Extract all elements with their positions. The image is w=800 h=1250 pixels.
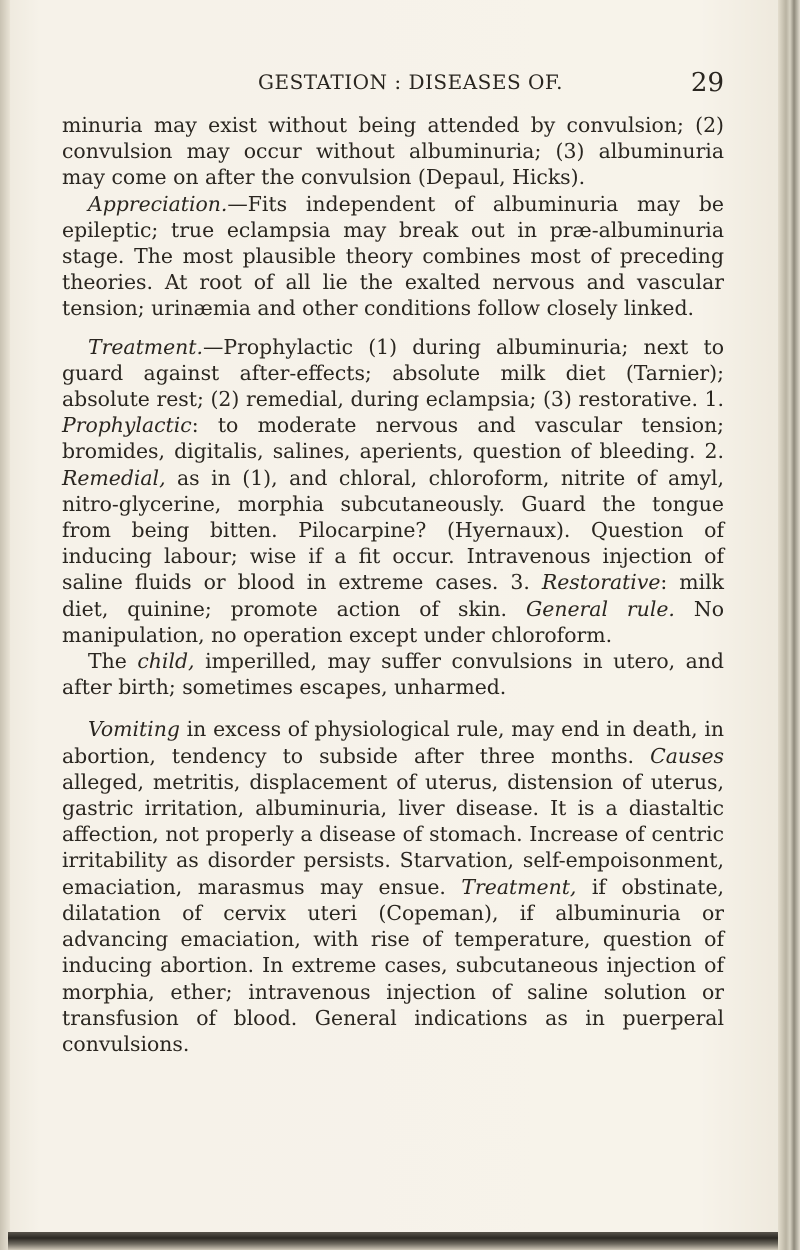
body-text (62, 112, 724, 1057)
paragraph-vomiting: Vomiting in excess of physiological rule, may end in death, in abortion, tendency to subside after three months. Causes alleged, metritis, displacement of uterus, distension of uterus, gastric irritation, albuminuria, liver disease. It is a diastaltic affection, not properly a disease of stomach. Increase of centric irritability as disorder persists. Starvation, self-empoisonment, emaciation, marasmus may ensue. Treatment, if obstinate, dilatation of cervix uteri (Copeman), if albuminuria or advancing emaciation, with rise of temperature, question of inducing abortion. In extreme cases, subcutaneous injection of morphia, ether; intravenous injection of saline solution or transfusion of blood. General indications as in puerperal convulsions. (62, 717, 724, 1056)
page-bottom-shadow (8, 1232, 778, 1250)
page-header (62, 70, 724, 104)
section-heading-appreciation: Appreciation. (88, 191, 228, 216)
page-right-edge (778, 0, 800, 1250)
paragraph-appreciation: Appreciation.—Fits independent of albuminuria may be epileptic; true eclampsia may break out in præ-albuminuria stage. The most plausible theory combines most of preceding theories. At root of all lie the exalted nervous and vascular tension; urinæmia and other conditions follow closely linked. (62, 191, 724, 321)
paragraph-child: The child, imperilled, may suffer convulsions in utero, and after birth; sometimes escapes, unharmed. (62, 649, 724, 700)
paragraph-albuminuria-cont: minuria may exist without being attended by convulsion; (2) convulsion may occur without albuminuria; (3) albuminuria may come on after the convulsion (Depaul, Hicks). (62, 113, 724, 190)
page-number: 29 (690, 68, 724, 98)
paragraph-treatment: Treatment.—Prophylactic (1) during albuminuria; next to guard against after-effects; absolute milk diet (Tarnier); absolute rest; (2) remedial, during eclampsia; (3) restorative. 1. Prophylactic: to moderate nervous and vascular tension; bromides, digitalis, salines, aperients, question of bleeding. 2. Remedial, as in (1), and chloral, chloroform, nitrite of amyl, nitro-glycerine, morphia subcutaneously. Guard the tongue from being bitten. Pilocarpine? (Hyernaux). Question of inducing labour; wise if a fit occur. Intravenous injection of saline fluids or blood in extreme cases. 3. Restorative: milk diet, quinine; promote action of skin. General rule. No manipulation, no operation except under chloroform. (62, 334, 724, 647)
section-heading-treatment: Treatment. (88, 334, 203, 359)
section-heading-vomiting: Vomiting (88, 717, 180, 742)
page-left-edge (0, 0, 10, 1250)
running-head: GESTATION : DISEASES OF. (258, 70, 564, 94)
